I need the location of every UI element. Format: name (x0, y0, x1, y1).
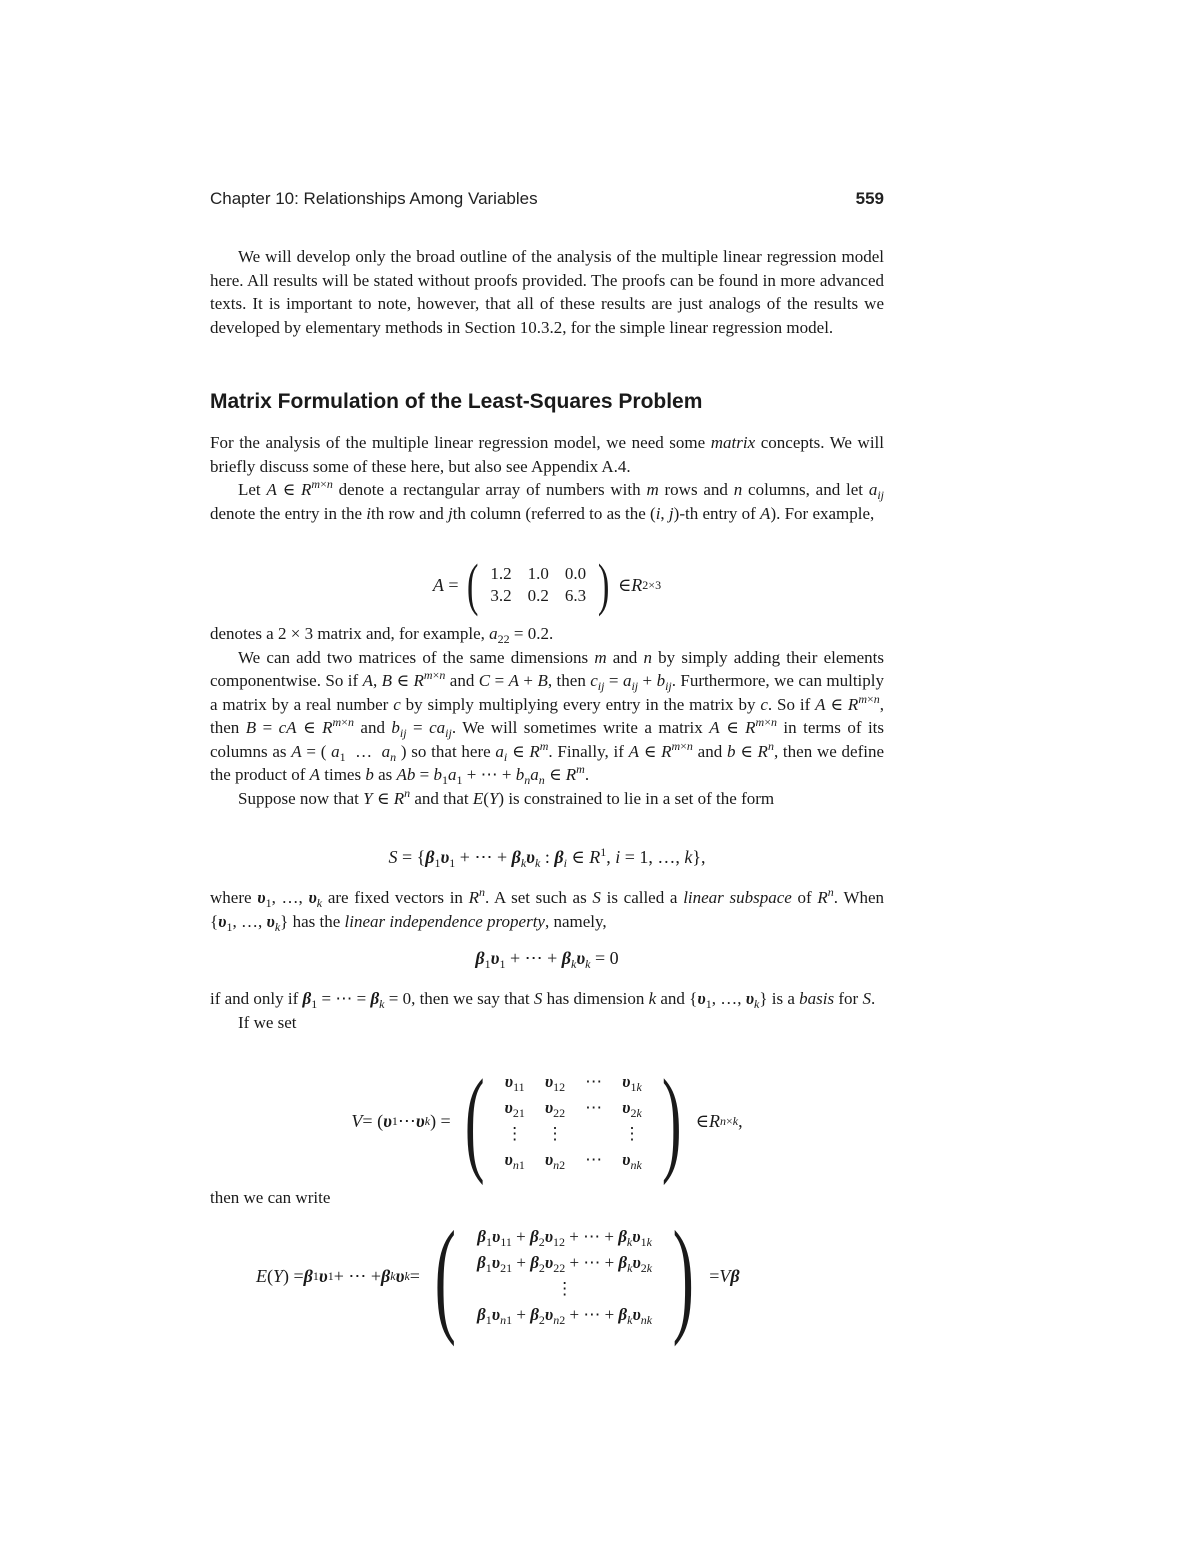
matrix-operations-paragraph: denotes a 2 × 3 matrix and, for example, $a_{22} = 0.2$. We can add two matrices of the same dimensions m and n by simply adding their elements componentwise. So if A, B ∈ $R^{m\times n}$ and C = A + B, then $c_{ij} = a_{ij} + b_{ij}$. Furthermore, we can multiply a matrix by a real number c by simply multiplying every entry in the matrix by c. So if A ∈ $R^{m\times n}$, then B = cA ∈ $R^{m\times n}$ and $b_{ij} = ca_{ij}$. We will sometimes write a matrix A ∈ $R^{m\times n}$ in terms of its columns as A = ( $a_1$ … $a_n$ ) so that here $a_i$ ∈ $R^m$. Finally, if A ∈ $R^{m\times n}$ and b ∈ $R^n$, then we define the product of A times b as $Ab = b_1a_1$ + ⋯ + $b_na_n$ ∈ $R^m$. Suppose now that Y ∈ $R^n$ and that E(Y) is constrained to lie in a set of the form (210, 624, 885, 808)
subspace-equation: $S = \{\beta_1\upsilon_1$ + ⋯ + $\beta_k\upsilon_k$ : $\beta_i$ ∈ $R^1$, i = 1, …, k}, (388, 845, 706, 870)
expectation-vector: $\beta_1\upsilon_{11} + \beta_2\upsilon_{12}$ + ⋯ + $\beta_k\upsilon_{1k}$ $\beta_1\upsilon_{21} + \beta_2\upsilon_{22}$ + ⋯ + $\beta_k\upsilon_{2k}$ ⋮ $\beta_1\upsilon_{n1} + \beta_2\upsilon_{n2}$ + ⋯ + $\beta_k\upsilon_{nk}$ (477, 1227, 653, 1327)
let-a-paragraph: Let A ∈ $R^{m\times n}$ denote a rectangular array of numbers with m rows and n columns, and let $a_{ij}$ denote the entry in the ith row and jth column (referred to as the (i, j)-th entry of A). For example, (210, 477, 884, 523)
section-heading: Matrix Formulation of the Least-Squares Problem (210, 390, 703, 413)
matrix-concepts-paragraph: For the analysis of the multiple linear regression model, we need some matrix concepts. We will briefly discuss some of these here, but also see Appendix A.4. Let A ∈ $R^{m\times n}$ denote a rectangular array of numbers with m rows and n columns, and let $a_{ij}$ denote the entry in the ith row and jth column (referred to as the (i, j)-th entry of A). For example, (210, 431, 884, 525)
chapter-title: Chapter 10: Relationships Among Variables (210, 189, 538, 208)
design-matrix-equation: V = ( υ 1 ⋯ υ k ) = ( $\upsilon_{11}$ $\upsilon_{12}$ ⋯ $\upsilon_{1k}$ $\upsilon_{21}$ $\upsilon_{22}$ ⋯ $\upsilon_{2k}$ ⋮ ⋮ ⋮ $\upsilon_{n1}$ $\upsilon_{n2}$ ⋯ $\upsilon_{nk}$ ) ∈ R n×k , (351, 1055, 743, 1186)
expectation-equation: E ( Y ) = β 1 υ 1 + ⋯ + β k υ k = ( $\beta_1\upsilon_{11} + \beta_2\upsilon_{12}$ + ⋯ + $\beta_k\upsilon_{1k}$ $\beta_1\upsilon_{21} + \beta_2\upsilon_{22}$ + ⋯ + $\beta_k\upsilon_{2k}$ ⋮ $\beta_1\upsilon_{n1} + \beta_2\upsilon_{n2}$ + ⋯ + $\beta_k\upsilon_{nk}$ ) = V β (256, 1205, 740, 1347)
independence-equation: $\beta_1\upsilon_1$ + ⋯ + $\beta_k\upsilon_k = 0$ (475, 948, 619, 971)
matrix-example: 1.2 1.0 0.0 3.2 0.2 6.3 (490, 564, 587, 605)
running-header (210, 189, 884, 213)
intro-paragraph: We will develop only the broad outline of the analysis of the multiple linear regression model here. All results will be stated without proofs provided. The proofs can be found in more advanced texts. It is important to note, however, that all of these results are just analogs of the results we developed by elementary methods in Section 10.3.2, for the simple linear regression model. (210, 247, 884, 337)
linear-subspace-paragraph: where $\upsilon_1$, …, $\upsilon_k$ are fixed vectors in $R^n$. A set such as S is called a linear subspace of $R^n$. When {$\upsilon_1$, …, $\upsilon_k$} has the linear independence property, namely, (210, 885, 885, 934)
then-we-can-write: then we can write (210, 1188, 331, 1207)
page-number: 559 (855, 189, 884, 208)
design-matrix: $\upsilon_{11}$ $\upsilon_{12}$ ⋯ $\upsilon_{1k}$ $\upsilon_{21}$ $\upsilon_{22}$ ⋯ $\upsilon_{2k}$ ⋮ ⋮ ⋮ $\upsilon_{n1}$ $\upsilon_{n2}$ ⋯ $\upsilon_{nk}$ (504, 1072, 642, 1172)
basis-paragraph: if and only if $\beta_1$ = ⋯ = $\beta_k = 0$, then we say that S has dimension k and {$\upsilon_1$, …, $\upsilon_k$} is a basis for S. If we set (210, 989, 876, 1032)
matrix-example-equation: A = ( 1.2 1.0 0.0 3.2 0.2 6.3 ) ∈ R 2×3 (432, 552, 662, 617)
